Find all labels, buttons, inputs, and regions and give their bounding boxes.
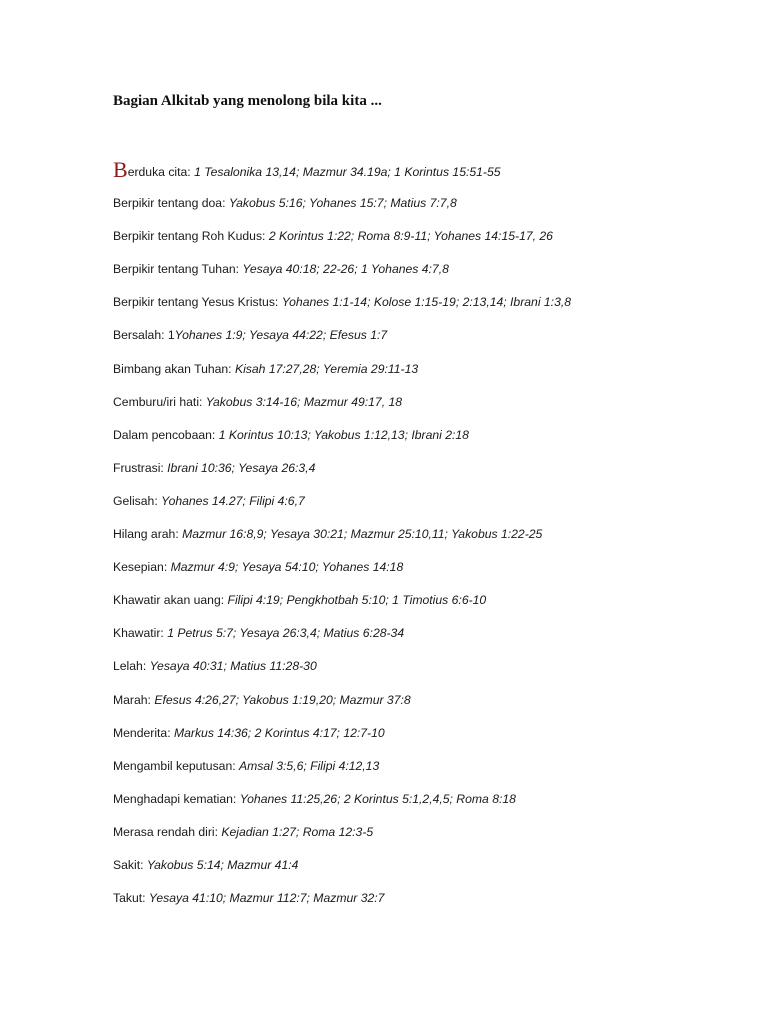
entry-topic: Berpikir tentang Yesus Kristus: (113, 295, 282, 310)
entry-references: Yesaya 40:31; Matius 11:28-30 (149, 659, 317, 674)
entry-references: Kejadian 1:27; Roma 12:3-5 (221, 824, 374, 839)
entry-topic: Khawatir: (113, 626, 168, 641)
entry-references: Yakobus 5:16; Yohanes 15:7; Matius 7:7,8 (228, 196, 457, 211)
entry-references: Markus 14:36; 2 Korintus 4:17; 12:7-10 (173, 725, 385, 740)
entry-references: Yohanes 11:25,26; 2 Korintus 5:1,2,4,5; Roma 8:18 (239, 791, 516, 806)
entry-references: Yohanes 1:9; Yesaya 44:22; Efesus 1:7 (174, 328, 388, 343)
entry-references: Yohanes 1:1-14; Kolose 1:15-19; 2:13,14; Ibrani 1:3,8 (281, 295, 572, 310)
page-title: Bagian Alkitab yang menolong bila kita ... (113, 93, 382, 109)
entry-topic: Dalam pencobaan: (113, 427, 219, 442)
entry-topic: erduka cita: (127, 165, 195, 179)
drop-cap: B (113, 157, 128, 182)
list-item (113, 822, 753, 855)
entry-references: 1 Tesalonika 13,14; Mazmur 34.19a; 1 Korintus 15:51-55 (194, 165, 501, 179)
entry-topic: Hilang arah: (113, 527, 183, 542)
entry-topic: Berpikir tentang doa: (113, 196, 229, 211)
list-item (113, 855, 753, 888)
list-item (113, 392, 753, 425)
entry-references: Yohanes 14.27; Filipi 4:6,7 (161, 493, 305, 508)
entry-topic: Menderita: (113, 725, 174, 740)
list-item (113, 590, 753, 623)
list-item (113, 359, 753, 392)
entry-topic: Bersalah: 1 (113, 328, 175, 343)
entry-references: Kisah 17:27,28; Yeremia 29:11-13 (234, 361, 419, 376)
entry-topic: Lelah: (113, 659, 150, 674)
list-item (113, 226, 753, 259)
entry-topic: Gelisah: (113, 493, 162, 508)
list-item (113, 656, 753, 689)
entry-topic: Berpikir tentang Tuhan: (113, 262, 243, 277)
entry-references: Mazmur 16:8,9; Yesaya 30:21; Mazmur 25:10,11; Yakobus 1:22-25 (182, 527, 543, 542)
entry-references: Amsal 3:5,6; Filipi 4:12,13 (239, 758, 380, 773)
entry-references: Yesaya 40:18; 22-26; 1 Yohanes 4:7,8 (242, 262, 449, 277)
entry-topic: Takut: (113, 891, 149, 906)
list-item (113, 193, 753, 226)
entry-topic: Mengambil keputusan: (113, 758, 240, 773)
entry-references: Filipi 4:19; Pengkhotbah 5:10; 1 Timotius 6:6-10 (227, 593, 487, 608)
list-item (113, 690, 753, 723)
entry-references: Ibrani 10:36; Yesaya 26:3,4 (167, 460, 316, 475)
list-item (113, 157, 753, 193)
entry-topic: Menghadapi kematian: (113, 791, 240, 806)
list-item (113, 325, 753, 358)
entry-topic: Kesepian: (113, 560, 171, 575)
list-item (113, 789, 753, 822)
list-item (113, 888, 753, 921)
list-item (113, 723, 753, 756)
entry-topic: Cemburu/iri hati: (113, 394, 206, 409)
entry-topic: Merasa rendah diri: (113, 824, 222, 839)
list-item (113, 623, 753, 656)
entry-topic: Berpikir tentang Roh Kudus: (113, 229, 269, 244)
entry-topic: Bimbang akan Tuhan: (113, 361, 235, 376)
entry-references: Mazmur 4:9; Yesaya 54:10; Yohanes 14:18 (170, 560, 404, 575)
entry-references: Efesus 4:26,27; Yakobus 1:19,20; Mazmur 37:8 (154, 692, 411, 707)
list-item (113, 491, 753, 524)
list-item (113, 524, 753, 557)
entry-references: 2 Korintus 1:22; Roma 8:9-11; Yohanes 14:15-17, 26 (268, 229, 553, 244)
entry-references: Yesaya 41:10; Mazmur 112:7; Mazmur 32:7 (148, 891, 385, 906)
list-item (113, 756, 753, 789)
entry-references: 1 Petrus 5:7; Yesaya 26:3,4; Matius 6:28-34 (167, 626, 405, 641)
list-item (113, 458, 753, 491)
entry-references: 1 Korintus 10:13; Yakobus 1:12,13; Ibrani 2:18 (218, 427, 469, 442)
list-item (113, 259, 753, 292)
list-item (113, 292, 753, 325)
list-item (113, 425, 753, 458)
entry-topic: Sakit: (113, 857, 147, 872)
entry-references: Yakobus 5:14; Mazmur 41:4 (146, 857, 299, 872)
list-item (113, 557, 753, 590)
entry-topic: Marah: (113, 692, 155, 707)
entry-topic: Frustrasi: (113, 460, 168, 475)
entry-references: Yakobus 3:14-16; Mazmur 49:17, 18 (205, 394, 403, 409)
entry-list (113, 157, 753, 921)
entry-topic: Khawatir akan uang: (113, 593, 228, 608)
